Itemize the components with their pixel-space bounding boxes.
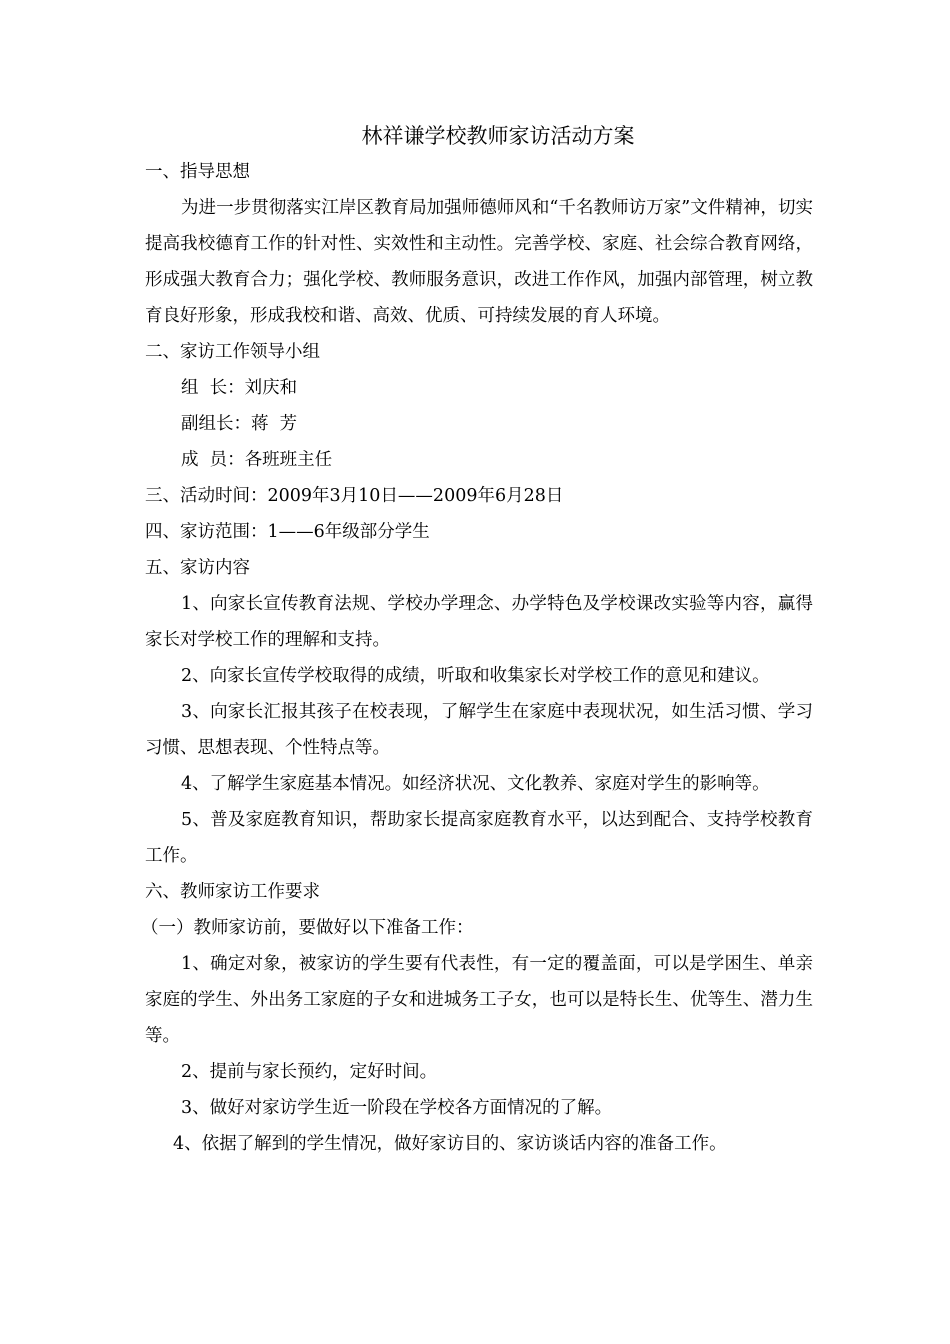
section-3-heading: 三、活动时间：2009年3月10日——2009年6月28日 (145, 486, 564, 506)
section-6-heading: 六、教师家访工作要求 (145, 882, 320, 902)
requirement-item-2: 2、提前与家长预约，定好时间。 (181, 1062, 438, 1082)
group-leader: 组 长：刘庆和 (181, 378, 298, 398)
section-4-heading: 四、家访范围：1——6年级部分学生 (145, 522, 430, 542)
group-members: 成 员：各班班主任 (181, 450, 333, 470)
content-item-4: 4、了解学生家庭基本情况。如经济状况、文化教养、家庭对学生的影响等。 (181, 774, 770, 794)
requirement-item-1: 1、确定对象，被家访的学生要有代表性，有一定的覆盖面，可以是学困生、单亲家庭的学生、外出务工家庭的子女和进城务工子女，也可以是特长生、优等生、潜力生等。 (145, 954, 813, 1046)
group-deputy: 副组长：蒋 芳 (181, 414, 298, 434)
content-item-5: 5、普及家庭教育知识，帮助家长提高家庭教育水平，以达到配合、支持学校教育工作。 (145, 810, 813, 866)
section-5-heading: 五、家访内容 (145, 558, 250, 578)
section-1-paragraph: 为进一步贯彻落实江岸区教育局加强师德师风和“千名教师访万家”文件精神，切实提高我校德育工作的针对性、实效性和主动性。完善学校、家庭、社会综合教育网络，形成强大教育合力；强化学校、教师服务意识，改进工作作风，加强内部管理，树立教育良好形象，形成我校和谐、高效、优质、可持续发展的育人环境。 (145, 198, 813, 326)
section-6-subheading: （一）教师家访前，要做好以下准备工作： (141, 918, 474, 938)
content-item-3: 3、向家长汇报其孩子在校表现，了解学生在家庭中表现状况，如生活习惯、学习习惯、思想表现、个性特点等。 (145, 702, 813, 758)
requirement-item-4: 4、依据了解到的学生情况，做好家访目的、家访谈话内容的准备工作。 (173, 1134, 727, 1154)
content-item-1: 1、向家长宣传教育法规、学校办学理念、办学特色及学校课改实验等内容，赢得家长对学校工作的理解和支持。 (145, 594, 813, 650)
requirement-item-3: 3、做好对家访学生近一阶段在学校各方面情况的了解。 (181, 1098, 613, 1118)
section-2-heading: 二、家访工作领导小组 (145, 342, 320, 362)
section-1-heading: 一、指导思想 (145, 162, 250, 182)
document-title: 林祥谦学校教师家访活动方案 (361, 124, 635, 148)
document-page (141, 118, 813, 1162)
content-item-2: 2、向家长宣传学校取得的成绩，听取和收集家长对学校工作的意见和建议。 (181, 666, 770, 686)
